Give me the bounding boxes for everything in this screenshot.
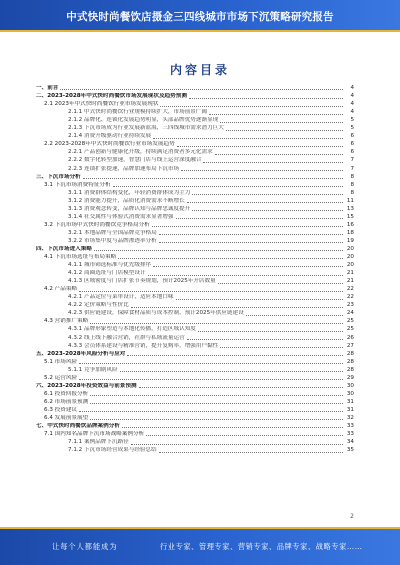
- toc-entry[interactable]: [30, 173, 354, 181]
- toc-leader-dots: [218, 283, 343, 284]
- toc-leader-dots: [152, 226, 343, 227]
- toc-entry-page: 16: [346, 221, 354, 228]
- toc-leader-dots: [220, 347, 343, 348]
- toc-leader-dots: [189, 98, 343, 99]
- toc-entry-label: 四、下沉市场进入策略: [36, 245, 92, 252]
- toc-entry-page: 11: [346, 197, 354, 204]
- toc-entry[interactable]: [30, 116, 354, 124]
- toc-entry-label: 7.1 国内知名品牌下沉市场战略案例分析: [44, 431, 145, 438]
- toc-leader-dots: [181, 170, 343, 171]
- toc-entry[interactable]: [30, 100, 354, 108]
- toc-entry[interactable]: [30, 293, 354, 301]
- toc-entry-label: 4.1 下沉市场选址与布局策略: [44, 254, 117, 261]
- toc-entry-page: 5: [350, 117, 354, 124]
- toc-entry[interactable]: [30, 205, 354, 213]
- toc-entry[interactable]: [30, 261, 354, 269]
- toc-entry[interactable]: [30, 140, 354, 148]
- toc-entry-page: 5: [350, 125, 354, 132]
- toc-entry-page: 4: [350, 109, 354, 116]
- toc-entry[interactable]: [30, 430, 354, 438]
- toc-entry-page: 8: [350, 173, 354, 180]
- toc-entry[interactable]: [30, 221, 354, 229]
- toc-leader-dots: [90, 403, 343, 404]
- toc-entry-label: 3.2.2 市场集中度与品牌渗透率分析: [68, 237, 157, 244]
- toc-entry[interactable]: [30, 438, 354, 446]
- header-band: [0, 0, 400, 30]
- toc-entry[interactable]: [30, 406, 354, 414]
- toc-entry-page: 13: [346, 205, 354, 212]
- toc-entry-page: 22: [346, 294, 354, 301]
- toc-entry-page: 33: [346, 423, 354, 430]
- toc-leader-dots: [209, 114, 343, 115]
- toc-entry[interactable]: [30, 84, 354, 92]
- toc-entry-label: 三、下沉市场分析: [36, 173, 81, 180]
- toc-entry-label: 六、2023-2028年投资效益与前景预测: [36, 382, 137, 389]
- toc-heading: 内容目录: [169, 63, 230, 77]
- toc-leader-dots: [79, 411, 343, 412]
- toc-entry[interactable]: [30, 366, 354, 374]
- toc-entry[interactable]: [30, 181, 354, 189]
- toc-entry[interactable]: [30, 237, 354, 245]
- toc-entry-label: 2.1.1 中式快时尚餐饮行业规模持续扩大，市场前景广阔: [68, 109, 208, 116]
- toc-entry-label: 6.1 投资回报分析: [44, 390, 89, 397]
- footer-slogan: 让每个人都能成为: [52, 542, 118, 551]
- toc-entry-page: 28: [346, 358, 354, 365]
- toc-leader-dots: [153, 266, 343, 267]
- toc-leader-dots: [159, 242, 343, 243]
- toc-entry[interactable]: [30, 309, 354, 317]
- toc-entry-label: 5.1 市场风险: [44, 358, 78, 365]
- toc-entry-page: 30: [346, 390, 354, 397]
- toc-entry-label: 6.3 投资建议: [44, 406, 78, 413]
- toc-entry[interactable]: [30, 253, 354, 261]
- toc-entry-label: 五、2023-2028年风险分析与应对: [36, 350, 126, 357]
- toc-entry-page: 27: [346, 342, 354, 349]
- toc-entry-page: 15: [346, 213, 354, 220]
- toc-entry-label: 4.3.3 会员体系建设与精准营销，提升复购率，增强用户黏性: [68, 342, 219, 349]
- toc-entry-label: 7.1.1 案例品牌下沉路径: [68, 439, 129, 446]
- toc-leader-dots: [120, 371, 343, 372]
- toc-leader-dots: [79, 379, 343, 380]
- toc-entry-label: 4.2.3 供应链建设，保障食材品质与成本控制，预计2025年供应链建设: [68, 310, 244, 317]
- toc-entry-page: 28: [346, 366, 354, 373]
- toc-entry[interactable]: [30, 189, 354, 197]
- toc-entry[interactable]: [30, 374, 354, 382]
- footer-band: [0, 529, 400, 565]
- toc-leader-dots: [187, 339, 343, 340]
- toc-entry-label: 7.1.2 下沉市场经营成果与经验总结: [68, 447, 157, 454]
- toc-leader-dots: [159, 452, 343, 453]
- toc-entry-label: 2.1.2 品牌化、连锁化发展趋势明显，头部品牌优势逐渐显现: [68, 117, 219, 124]
- toc-leader-dots: [131, 307, 343, 308]
- toc-entry-label: 3.1.4 社交属性与体验式消费需求显著增强: [68, 213, 174, 220]
- toc-entry-page: 34: [346, 439, 354, 446]
- toc-leader-dots: [198, 331, 343, 332]
- toc-leader-dots: [90, 395, 343, 396]
- toc-leader-dots: [226, 130, 343, 131]
- toc-entry-page: 4: [350, 101, 354, 108]
- toc-entry-page: 33: [346, 431, 354, 438]
- toc-entry-label: 一、前言: [36, 85, 59, 92]
- toc-entry-page: 21: [346, 278, 354, 285]
- toc-entry-label: 4.1.3 区域密度与门店扩张节奏规划，预计2025年开店数量: [68, 278, 216, 285]
- toc-entry[interactable]: [30, 342, 354, 350]
- toc-leader-dots: [177, 146, 343, 147]
- toc-leader-dots: [203, 162, 343, 163]
- toc-entry-page: 29: [346, 374, 354, 381]
- toc-entry-label: 2.2 2023-2028年中式快时尚餐饮行业市场发展趋势: [44, 141, 175, 148]
- toc-entry[interactable]: [30, 92, 354, 100]
- toc-entry-page: 26: [346, 334, 354, 341]
- toc-entry-page: 32: [346, 414, 354, 421]
- toc-entry-page: 21: [346, 270, 354, 277]
- toc-leader-dots: [127, 355, 343, 356]
- toc-leader-dots: [94, 250, 343, 251]
- toc-entry[interactable]: [30, 350, 354, 358]
- toc-entry-page: 20: [346, 254, 354, 261]
- toc-entry[interactable]: [30, 446, 354, 454]
- toc-entry-label: 3.1.2 消费能力提升，品质化消费需求不断增长: [68, 197, 185, 204]
- toc-entry-label: 5.1.1 竞争加剧风险: [68, 366, 118, 373]
- toc-leader-dots: [131, 444, 343, 445]
- toc-entry-label: 2.1.3 下沉市场成为行业发展新蓝海，三四线城市需求潜力巨大: [68, 125, 224, 132]
- toc-entry-page: 7: [350, 157, 354, 164]
- toc-entry-page: 31: [346, 398, 354, 405]
- toc-entry-page: 4: [350, 93, 354, 100]
- toc-entry[interactable]: [30, 317, 354, 325]
- toc-leader-dots: [90, 323, 343, 324]
- toc-leader-dots: [83, 178, 343, 179]
- toc-entry-page: 20: [346, 262, 354, 269]
- toc-entry-label: 2.1.4 消费升级驱动行业持续发展: [68, 133, 152, 140]
- toc-leader-dots: [159, 234, 343, 235]
- toc-entry-page: 30: [346, 382, 354, 389]
- toc-entry-label: 4.3.1 品牌形象塑造与本地化传播，打造区域认知度: [68, 326, 196, 333]
- header-accent-line: [0, 30, 400, 32]
- toc-entry[interactable]: [30, 245, 354, 253]
- toc-entry-page: 20: [346, 245, 354, 252]
- toc-entry[interactable]: [30, 414, 354, 422]
- toc-entry-label: 6.2 市场前景预测: [44, 398, 89, 405]
- toc-entry-page: 25: [346, 318, 354, 325]
- toc-leader-dots: [79, 363, 343, 364]
- toc-leader-dots: [246, 315, 343, 316]
- toc-entry-label: 4.2.2 定价策略与性价比: [68, 302, 129, 309]
- toc-entry-page: 19: [346, 237, 354, 244]
- toc-entry[interactable]: [30, 148, 354, 156]
- toc-leader-dots: [176, 218, 343, 219]
- page-number: 2: [350, 513, 354, 520]
- toc-entry-page: 31: [346, 406, 354, 413]
- toc-leader-dots: [60, 89, 343, 90]
- toc-entry-label: 2.2.2 数字化转型加速，智慧门店与线上运营深度融合: [68, 157, 202, 164]
- toc-entry[interactable]: [30, 164, 354, 172]
- toc-entry-page: 8: [350, 189, 354, 196]
- toc-entry-label: 3.1 下沉市场消费特征分析: [44, 181, 111, 188]
- toc-entry[interactable]: [30, 269, 354, 277]
- toc-entry[interactable]: [30, 277, 354, 285]
- toc-leader-dots: [153, 138, 343, 139]
- toc-entry-page: 18: [346, 229, 354, 236]
- toc-entry-label: 七、中式快时尚餐饮品牌案例分析: [36, 423, 120, 430]
- toc-entry-page: 22: [346, 286, 354, 293]
- toc-entry[interactable]: [30, 285, 354, 293]
- toc-leader-dots: [160, 106, 343, 107]
- toc-leader-dots: [192, 194, 343, 195]
- toc-entry-label: 4.3 营销推广策略: [44, 318, 89, 325]
- toc-entry-page: 8: [350, 181, 354, 188]
- toc-leader-dots: [192, 210, 343, 211]
- toc-entry-page: 35: [346, 447, 354, 454]
- toc-entry-label: 4.2.1 产品定位与菜单设计，适应本地口味: [68, 294, 174, 301]
- toc-entry-label: 4.1.1 城市筛选标准与优先级排序: [68, 262, 152, 269]
- toc-leader-dots: [148, 275, 343, 276]
- toc-entry[interactable]: [30, 229, 354, 237]
- toc-entry-page: 6: [350, 133, 354, 140]
- toc-leader-dots: [220, 122, 343, 123]
- toc-leader-dots: [187, 202, 343, 203]
- toc-entry-label: 2.2.3 连锁扩张提速，品牌加速布局下沉市场: [68, 165, 180, 172]
- toc-entry[interactable]: [30, 358, 354, 366]
- toc-entry-page: 28: [346, 350, 354, 357]
- toc-leader-dots: [139, 387, 343, 388]
- toc-entry-label: 3.1.1 消费群体结构变化，年轻消费群体成为主力: [68, 189, 191, 196]
- toc-entry-label: 4.2 产品策略: [44, 286, 78, 293]
- toc-entry-label: 2.2.1 产品创新与健康化升级，持续满足消费者多元化需求: [68, 149, 213, 156]
- toc-leader-dots: [79, 291, 343, 292]
- toc-leader-dots: [118, 258, 343, 259]
- toc-entry[interactable]: [30, 132, 354, 140]
- toc-entry-label: 3.1.3 消费观念转变，品牌认知与品牌忠诚度提升: [68, 205, 191, 212]
- toc-entry[interactable]: [30, 301, 354, 309]
- toc-entry-page: 6: [350, 141, 354, 148]
- toc-entry-page: 23: [346, 302, 354, 309]
- toc-entry[interactable]: [30, 398, 354, 406]
- toc-entry-label: 3.2.1 本地品牌与全国品牌竞争格局: [68, 229, 157, 236]
- toc-leader-dots: [215, 154, 343, 155]
- toc-entry[interactable]: [30, 213, 354, 221]
- toc-entry-label: 二、2023-2028年中式快时尚餐饮市场发展现状及趋势预测: [36, 93, 187, 100]
- toc-entry[interactable]: [30, 333, 354, 341]
- toc-entry-label: 4.1.2 商圈选址与门店模型设计: [68, 270, 146, 277]
- toc-entry-label: 4.3.2 线上线下融合营销，社群与私域流量运营: [68, 334, 185, 341]
- toc-entry-page: 7: [350, 165, 354, 172]
- toc-entry[interactable]: [30, 325, 354, 333]
- toc-entry-label: 6.4 发展前景展望: [44, 414, 89, 421]
- toc-leader-dots: [113, 186, 343, 187]
- toc-leader-dots: [176, 299, 343, 300]
- footer-tagline: 行业专家、管理专家、营销专家、品牌专家、战略专家……: [160, 542, 363, 551]
- table-of-contents: [30, 84, 354, 454]
- document-title: 中式快时尚餐饮店摄金三四线城市市场下沉策略研究报告: [66, 11, 334, 23]
- toc-entry[interactable]: [30, 390, 354, 398]
- toc-entry-page: 24: [346, 310, 354, 317]
- toc-entry[interactable]: [30, 197, 354, 205]
- toc-entry[interactable]: [30, 422, 354, 430]
- toc-entry-label: 5.2 运营风险: [44, 374, 78, 381]
- toc-leader-dots: [146, 435, 343, 436]
- toc-leader-dots: [90, 419, 343, 420]
- toc-entry[interactable]: [30, 124, 354, 132]
- toc-entry-page: 4: [350, 85, 354, 92]
- toc-entry[interactable]: [30, 108, 354, 116]
- toc-entry-page: 25: [346, 326, 354, 333]
- toc-entry[interactable]: [30, 382, 354, 390]
- toc-leader-dots: [122, 427, 343, 428]
- toc-entry-label: 2.1 2023年中式快时尚餐饮行业市场发展现状: [44, 101, 159, 108]
- toc-entry[interactable]: [30, 156, 354, 164]
- toc-entry-label: 3.2 下沉市场中式快时尚餐饮竞争格局分析: [44, 221, 150, 228]
- toc-entry-page: 6: [350, 149, 354, 156]
